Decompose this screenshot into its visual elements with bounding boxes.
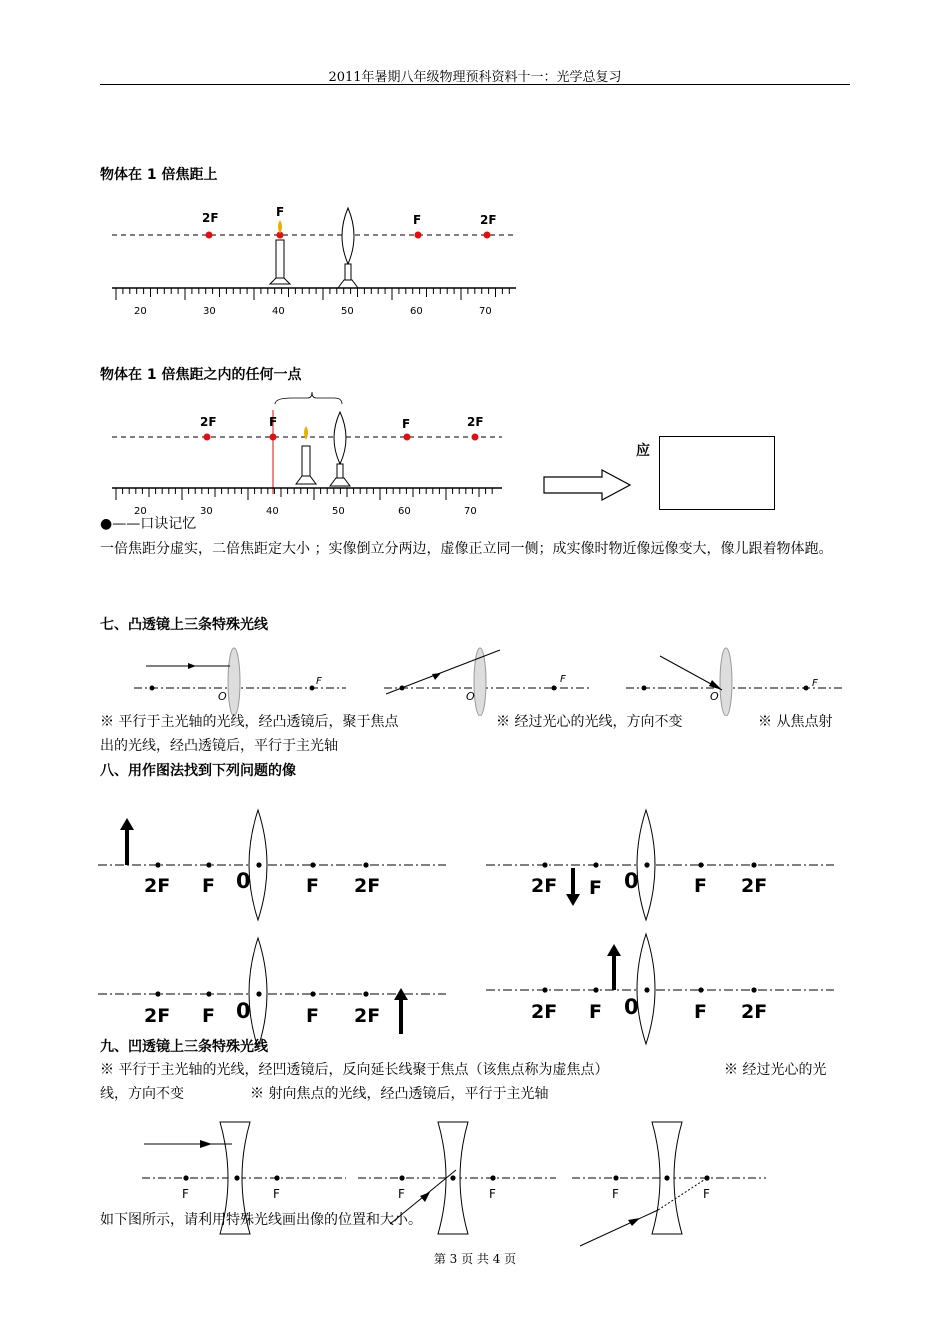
ruler-label: 70	[479, 306, 492, 317]
s7-o-2: O	[466, 690, 475, 703]
header-rule	[100, 84, 850, 85]
ray-diagram-2	[486, 808, 836, 922]
bench1-f-right: F	[413, 213, 422, 227]
bench1-f-left: F	[276, 205, 285, 219]
candle-flame-icon-2	[304, 426, 308, 440]
s7-o-3: O	[710, 690, 719, 703]
page-header: 2011年暑期八年级物理预科资料十一：光学总复习	[328, 70, 622, 85]
svg-text:F: F	[182, 1187, 189, 1201]
right-arrow-icon	[540, 468, 636, 502]
heading-object-at-focus: 物体在 1 倍焦距上	[100, 167, 218, 183]
svg-text:2F: 2F	[741, 875, 768, 897]
svg-text:F: F	[489, 1187, 496, 1201]
s9-rule-1: ※ 平行于主光轴的光线，经凹透镜后，反向延长线聚于焦点（该焦点称为虚焦点）	[100, 1062, 609, 1078]
svg-text:2F: 2F	[354, 1005, 381, 1027]
bench2-f-left: F	[269, 415, 278, 429]
s9-rule-3: ※ 射向焦点的光线，经凸透镜后，平行于主光轴	[250, 1086, 549, 1102]
ruler-label: 30	[203, 306, 216, 317]
s7-f-3: F	[812, 678, 818, 689]
svg-text:F: F	[703, 1187, 710, 1201]
object-arrow-up-icon	[120, 818, 134, 830]
bench1-2f-left: 2F	[202, 211, 219, 225]
memory-title-row	[100, 512, 196, 536]
ruler-label: 20	[134, 306, 147, 317]
memory-title: 口诀记忆	[140, 516, 197, 532]
s9-instruction: 如下图所示，请利用特殊光线画出像的位置和大小。	[100, 1212, 422, 1228]
svg-text:0: 0	[236, 999, 251, 1023]
svg-text:F: F	[202, 1005, 215, 1027]
svg-text:2F: 2F	[531, 875, 558, 897]
ray-diagram-3	[98, 936, 448, 1050]
svg-text:2F: 2F	[144, 1005, 171, 1027]
ruler-label: 60	[398, 506, 411, 517]
s7-rule-1: ※ 平行于主光轴的光线，经凸透镜后，聚于焦点	[100, 714, 399, 730]
memory-text: 一倍焦距分虚实，二倍焦距定大小 ；实像倒立分两边，虚像正立同一侧；成实像时物近像远像变大，像儿跟着物体跑。	[100, 541, 833, 557]
ruler-label: 30	[200, 506, 213, 517]
heading-section-9: 九、凹透镜上三条特殊光线	[100, 1039, 268, 1055]
ruler-label: 60	[410, 306, 423, 317]
heading-object-inside-focus: 物体在 1 倍焦距之内的任何一点	[100, 367, 302, 383]
ray-diagram-4	[486, 932, 836, 1046]
svg-text:F: F	[589, 1001, 602, 1023]
heading-section-7: 七、凸透镜上三条特殊光线	[100, 617, 268, 633]
page-footer: 第 3 页 共 4 页	[433, 1252, 517, 1266]
convex-ray-focus	[622, 644, 848, 716]
svg-text:F: F	[306, 1005, 319, 1027]
svg-text:F: F	[612, 1187, 619, 1201]
convex-ray-parallel	[130, 644, 350, 716]
ruler-label: 40	[266, 506, 279, 517]
optical-bench-figure-2	[112, 390, 502, 522]
object-arrow-up-icon-3	[607, 944, 621, 956]
bench2-2f-right: 2F	[467, 415, 484, 429]
convex-lens-icon-2	[334, 412, 346, 464]
convex-lens-icon	[342, 208, 354, 264]
optical-bench-figure-1	[112, 196, 516, 330]
svg-text:F: F	[694, 875, 707, 897]
ruler-label: 70	[464, 506, 477, 517]
svg-text:F: F	[589, 877, 602, 899]
s9-rule-2b: 线，方向不变	[100, 1086, 184, 1102]
svg-text:2F: 2F	[144, 875, 171, 897]
answer-box[interactable]	[659, 436, 775, 510]
s7-rule-2: ※ 经过光心的光线，方向不变	[496, 714, 683, 730]
ruler-label: 20	[134, 506, 147, 517]
s7-f-1: F	[316, 676, 322, 687]
svg-text:2F: 2F	[531, 1001, 558, 1023]
ruler-label: 40	[272, 306, 285, 317]
svg-text:2F: 2F	[741, 1001, 768, 1023]
bench2-2f-left: 2F	[200, 415, 217, 429]
ray-diagram-1	[98, 808, 448, 922]
s7-f-2: F	[560, 674, 566, 685]
svg-text:F: F	[398, 1187, 405, 1201]
svg-text:F: F	[273, 1187, 280, 1201]
svg-text:0: 0	[624, 995, 639, 1019]
object-arrow-down-icon	[566, 894, 580, 906]
ruler-label: 50	[341, 306, 354, 317]
bench2-f-right: F	[402, 417, 411, 431]
svg-text:F: F	[202, 875, 215, 897]
concave-ray-focus	[570, 1118, 770, 1252]
bullet-icon: ●——	[100, 516, 141, 532]
s7-rule-3a: ※ 从焦点射	[758, 714, 833, 730]
s7-o-1: O	[218, 690, 227, 703]
svg-text:F: F	[694, 1001, 707, 1023]
svg-text:F: F	[306, 875, 319, 897]
svg-text:2F: 2F	[354, 875, 381, 897]
convex-ray-center	[380, 644, 594, 716]
svg-text:0: 0	[624, 869, 639, 893]
heading-section-8: 八、用作图法找到下列问题的像	[100, 763, 296, 779]
svg-text:0: 0	[236, 869, 251, 893]
answer-label: 应	[636, 443, 650, 459]
s7-rule-3b: 出的光线，经凸透镜后，平行于主光轴	[100, 738, 338, 754]
ruler-label: 50	[332, 506, 345, 517]
bench1-2f-right: 2F	[480, 213, 497, 227]
s9-rule-2a: ※ 经过光心的光	[724, 1062, 827, 1078]
range-brace	[275, 392, 342, 404]
